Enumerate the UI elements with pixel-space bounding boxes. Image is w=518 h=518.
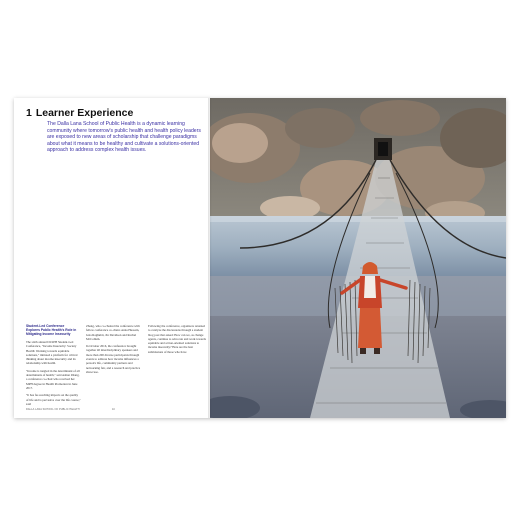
body-paragraph: "Income is tangled in the determinant of all determinants of health," said Ashan Zhang, a conference co-chair who received her MPH degree in Health Promotion in June 2017. bbox=[26, 368, 80, 390]
section-number: 1 bbox=[26, 107, 32, 119]
body-paragraph: Following the conference, organizers returned to catalyze the discussions through a student blog post that asked: How can we, as change agents, continue to advocate and work towards equitable and action-oriented solutions to income insecurity? Here are the best submissions of those who have bbox=[148, 324, 206, 354]
section-title bbox=[26, 107, 133, 119]
intro-paragraph: The Dalla Lana School of Public Health is a dynamic learning community where tomorrow's public health and health policy leaders are exposed to new areas of scholarship that challenge paradigms about what it means to be healthy and cultivate a solutions-oriented approach to address complex health issues. bbox=[47, 121, 201, 154]
body-paragraph: "It has far-reaching impacts on the quality of life and is pervasive over the life course," said bbox=[26, 393, 81, 406]
body-column-1 bbox=[26, 340, 81, 409]
body-paragraph: The sixth annual DLSPH Student-Led Conference, "Income Insecurity: Society Health: Working towards equitable solutions," initiated a platform for critical thinking about income insecurity and its relationship with health. bbox=[26, 340, 78, 366]
body-column-3 bbox=[148, 324, 206, 357]
section-title-text: Learner Experience bbox=[35, 107, 134, 119]
left-page bbox=[14, 98, 210, 418]
page-number: 10 bbox=[112, 408, 115, 411]
body-column-2 bbox=[86, 324, 143, 377]
footer-publication: DALLA LANA SCHOOL OF PUBLIC HEALTH bbox=[26, 408, 80, 411]
body-paragraph: Zhang, who co-chaired the conference with fellow conference co-chairs Anna Hussain, Jena Raghubir, Jin Davidson and Rachel McCollum. bbox=[86, 324, 140, 341]
magazine-spread bbox=[14, 98, 506, 418]
suspension-bridge-photo bbox=[210, 98, 506, 418]
body-paragraph: In October 2016, the conference brought together 40 interdisciplinary speakers and more than 200 diverse participants through events to address how income influences a person's life, community partners and networking fair, and a research and practice showcase. bbox=[86, 344, 141, 374]
page-gutter bbox=[208, 98, 212, 418]
photo-page bbox=[210, 98, 506, 418]
article-heading: Student-Led Conference Explores Public Health's Role in Mitigating Income Insecurity bbox=[26, 324, 77, 337]
